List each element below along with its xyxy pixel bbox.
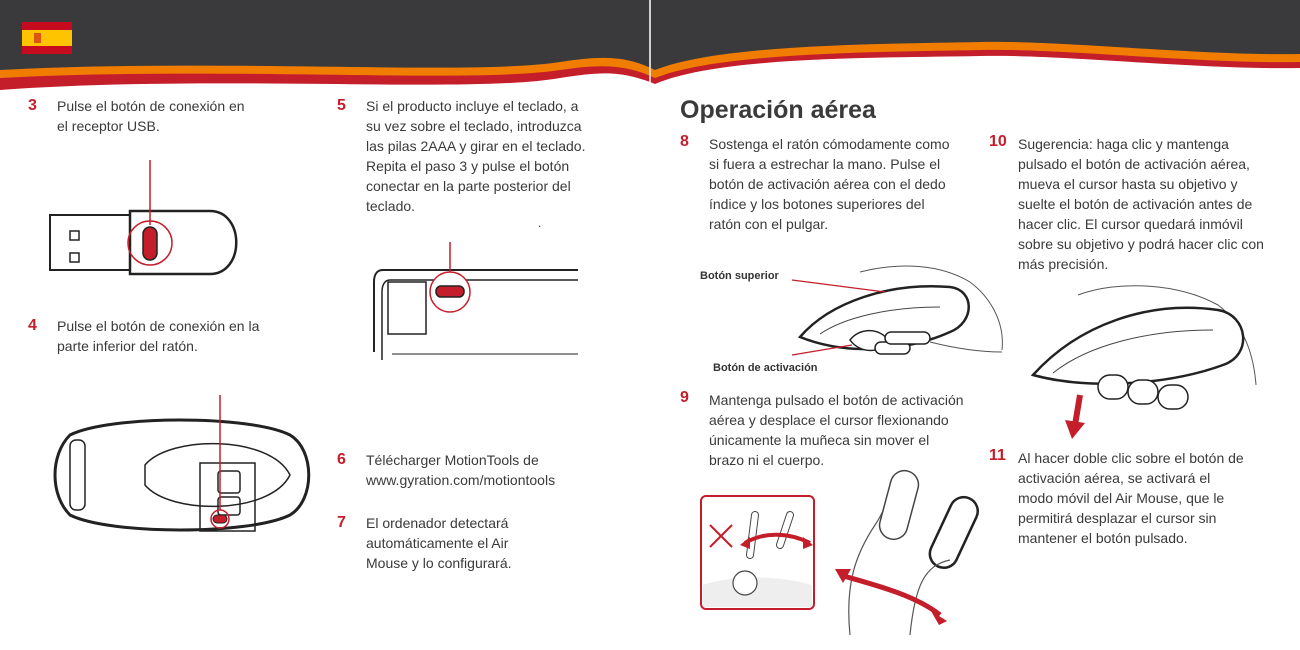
- spain-flag-icon: [22, 22, 72, 54]
- step-11-text: Al hacer doble clic sobre el botón de activación aérea, se activará el modo móvil del Air Mouse, que le permitirá desplazar el cursor sin mantener el botón pulsado.: [1018, 450, 1244, 546]
- step-11-number: 11: [989, 447, 1006, 464]
- step-5-number: 5: [337, 97, 346, 114]
- step-6-text: Télécharger MotionTools de www.gyration.com/motiontools: [366, 452, 556, 488]
- step-10-text: Sugerencia: haga clic y mantenga pulsado el botón de activación aérea, mueva el cursor hasta su objetivo y suelte el botón de activación antes de hacer clic. El cursor quedará inmóvil sobre su objetivo y podrá hacer clic con más precisión.: [1018, 136, 1264, 272]
- usb-receiver-illustration: [50, 155, 250, 285]
- callout-activation-button: Botón de activación: [713, 362, 818, 374]
- mouse-underside-illustration: [50, 395, 320, 555]
- mouse-click-hold-illustration: [1028, 275, 1258, 440]
- keyboard-rear-illustration: [368, 242, 583, 362]
- callout-lines: [790, 270, 890, 360]
- step-10-number: 10: [989, 133, 1007, 150]
- step-4-text: Pulse el botón de conexión en la parte inferior del ratón.: [57, 318, 260, 354]
- correct-wrist-motion-illustration: [835, 465, 1005, 640]
- stray-dot: .: [538, 216, 542, 230]
- step-9-number: 9: [680, 389, 689, 406]
- step-7-number: 7: [337, 514, 346, 531]
- step-6-number: 6: [337, 451, 346, 468]
- step-7-text: El ordenador detectará automáticamente el Air Mouse y lo configurará.: [366, 515, 512, 571]
- header-band: [0, 0, 1300, 100]
- step-9-text: Mantenga pulsado el botón de activación aérea y desplace el cursor flexionando únicamente la muñeca sin mover el brazo ni el cuerpo.: [709, 392, 964, 468]
- step-5-text: Si el producto incluye el teclado, a su vez sobre el teclado, introduzca las pilas 2AAA y girar en el teclado. Repita el paso 3 y pulse el botón conectar en la parte posterior del teclado.: [366, 98, 586, 214]
- section-title: Operación aérea: [680, 96, 876, 124]
- step-3-text: Pulse el botón de conexión en el receptor USB.: [57, 98, 245, 134]
- step-3-number: 3: [28, 97, 37, 114]
- callout-top-button: Botón superior: [700, 270, 779, 282]
- step-4-number: 4: [28, 317, 37, 334]
- incorrect-arm-motion-illustration: [700, 495, 815, 610]
- step-8-number: 8: [680, 133, 689, 150]
- step-8-text: Sostenga el ratón cómodamente como si fuera a estrechar la mano. Pulse el botón de activación aérea con el dedo índice y los botones superiores del ratón con el pulgar.: [709, 136, 950, 232]
